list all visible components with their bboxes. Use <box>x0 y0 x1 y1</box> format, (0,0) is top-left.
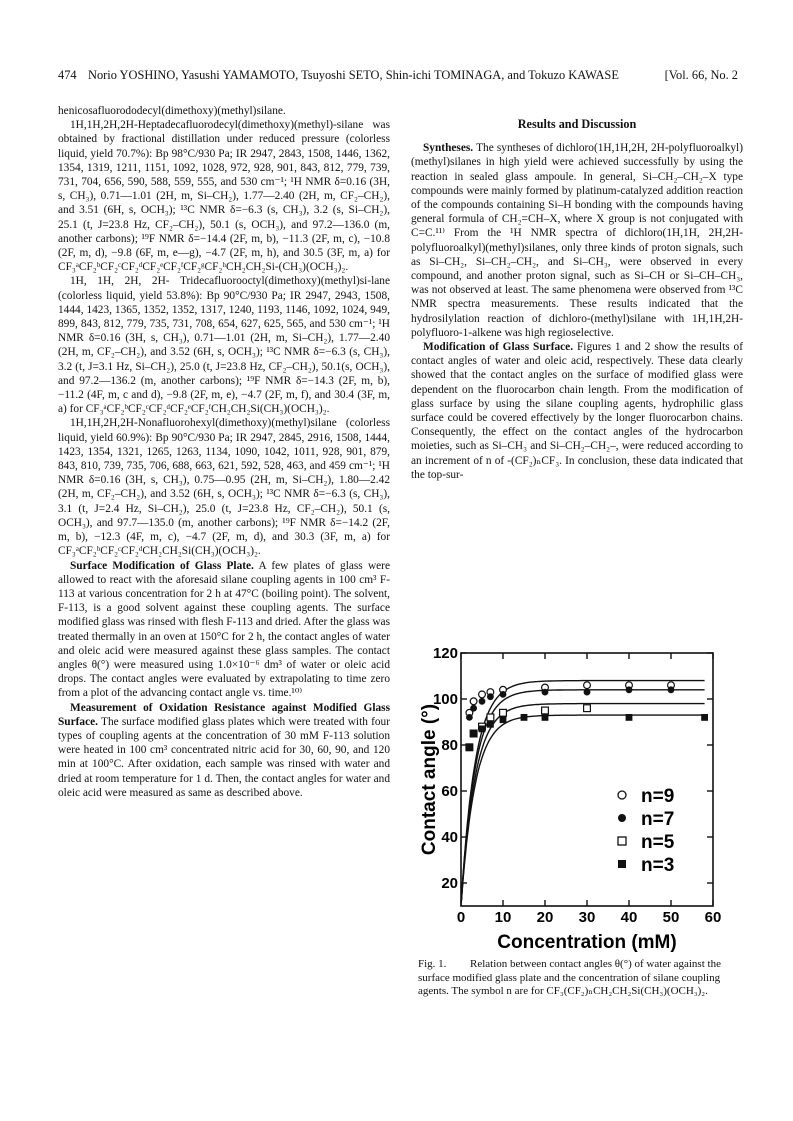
x-tick-label: 20 <box>536 909 554 926</box>
data-point-n3 <box>500 716 507 723</box>
y-tick-label: 20 <box>441 875 458 892</box>
figure-1 <box>411 647 743 957</box>
data-point-n7 <box>500 691 507 698</box>
data-point-n7 <box>542 689 549 696</box>
legend-label: n=7 <box>641 809 675 830</box>
x-tick-label: 0 <box>456 909 466 926</box>
paragraph <box>58 701 390 800</box>
data-point-n7 <box>466 714 473 721</box>
data-point-n7 <box>626 686 633 693</box>
paragraph <box>58 559 390 701</box>
data-point-n5 <box>487 714 494 721</box>
volume-info: [Vol. 66, No. 2 <box>664 68 738 82</box>
data-point-n3 <box>626 714 633 721</box>
legend-marker-n9 <box>618 791 626 799</box>
data-point-n3 <box>470 730 477 737</box>
data-point-n5 <box>500 709 507 716</box>
contact-angle-chart <box>411 647 743 957</box>
x-tick-label: 30 <box>578 909 596 926</box>
y-tick-label: 60 <box>441 783 458 800</box>
figure-caption <box>418 958 740 999</box>
data-point-n3 <box>701 714 708 721</box>
data-point-n9 <box>584 682 591 689</box>
data-point-n5 <box>584 705 591 712</box>
x-axis-label: Concentration (mM) <box>497 932 677 953</box>
paragraph-text: A few plates of glass were allowed to react with the aforesaid silane coupling agents in 100 cm³ F-113 at various concentration for 2 h at 47°C (boiling point). The solvent, F-113, is a good solvent against these coupling agents. The surface modified glass was rinsed with flesh F-113 and dried. After the glass was treated thermally in an oven at 150°C for 2 h, the contact angles of water and oleic acid were measured against these glass samples. The contact angles θ(°) were measured using 1.0×10⁻⁶ dm³ of water or oleic acid drops. The contact angles were evaluated by extrapolating to time zero from a plot of the advancing contact angle vs. time.¹⁰⁾ <box>58 559 390 700</box>
authors: Norio YOSHINO, Yasushi YAMAMOTO, Tsuyoshi SETO, Shin-ichi TOMINAGA, and Tokuzo KAWASE <box>88 68 619 82</box>
subsection-heading: Syntheses. <box>423 142 474 155</box>
x-tick-label: 60 <box>704 909 722 926</box>
legend-label: n=9 <box>641 786 675 807</box>
data-point-n9 <box>479 691 486 698</box>
legend-marker-n5 <box>618 837 626 845</box>
legend-marker-n7 <box>618 814 626 822</box>
data-point-n3 <box>542 714 549 721</box>
data-point-n7 <box>668 686 675 693</box>
data-point-n3 <box>466 744 473 751</box>
subsection-heading: Measurement of Oxidation Resistance against Modified Glass Surface. <box>58 701 390 728</box>
right-column <box>411 117 743 482</box>
paragraph: 1H, 1H, 2H, 2H- Tridecafluorooctyl(dimethoxy)(methyl)si-lane (colorless liquid, yield 53.8%): Bp 90°C/930 Pa; IR 2947, 2943, 1508, 1444, 1423, 1365, 1352, 1352, 1317, 1240, 1193, 1146, 1092, 1024, 949, 899, 843, 812, 779, 735, 731, 708, 654, 627, 625, 565, and 530 cm⁻¹; ¹H NMR δ=0.16 (3H, s, CH₃), 0.71—1.01 (2H, m, Si–CH₂), 1.77—2.40 (2H, m, CF₂–CH₂), and 3.52 (6H, s, OCH₃); ¹³C NMR δ=−6.3 (s, CH₃), 3.2 (t, J=3.1 Hz, Si–CH₂), 25.0 (t, J=23.8 Hz, CF₂–CH₂), 50.1(s, OCH₃), and 97.2—136.2 (m, another carbons); ¹⁹F NMR δ=−14.3 (2F, m, b), −11.2 (4F, m, c and d), −9.8 (2F, m, e), −4.7 (2F, m, f), and 30.4 (3F, m, a) for CF₃ᵃCF₂ᵇCF₂ᶜCF₂ᵈCF₂ᵉCF₂ᶠCH₂CH₂Si(CH₃)(OCH₃)₂. <box>58 275 390 416</box>
paragraph-text: Figures 1 and 2 show the results of contact angles of water and oleic acid, respectively. These data clearly showed that the contact angles on the surface of modified glass were dependent on the fluorocarbon chain length. From the modification of glass surface by using the silane coupling agents, hydrophilic glass surface could be covered effectively by the longer fluorocarbon chains. Consequently, the effect on the contact angles of the hydrocarbon moieties, such as Si–CH₃ and Si–CH₂–CH₂–, were reduced according to an increment of n of -(CF₂)ₙCF₃. In conclusion, these data indicated that the top-sur- <box>411 341 744 481</box>
caption-label: Fig. 1. <box>418 958 447 970</box>
paragraph <box>411 340 743 482</box>
legend-label: n=3 <box>641 855 675 876</box>
y-tick-label: 80 <box>441 737 458 754</box>
data-point-n9 <box>470 698 477 705</box>
paragraph <box>411 141 743 340</box>
x-tick-label: 50 <box>662 909 680 926</box>
data-point-n3 <box>487 721 494 728</box>
caption-text: Relation between contact angles θ(°) of water against the surface modified glass plate and the concentration of silane coupling agents. The symbol n are for CF₃(CF₂)ₙCH₂CH₂Si(CH₃)(OCH₃)₂. <box>418 958 721 998</box>
x-tick-label: 10 <box>494 909 512 926</box>
section-title: Results and Discussion <box>517 117 637 131</box>
paragraph-text: The syntheses of dichloro(1H,1H,2H, 2H-polyfluoroalkyl)(methyl)silanes in high yield were achieved successfully by using the reaction in sealed glass ampoule. In general, Si–CH₂–CH₂–X type compounds were mainly formed by platinum-catalyzed addition reaction of the compounds containing Si–H bonding with the compounds having general formula of CH₂=CH–X, where X group is not conjugated with C=C.¹¹⁾ From the ¹H NMR spectra of dichloro(1H,1H, 2H,2H-polyfluoroalkyl)(methyl)silanes, only three kinds of proton signals, such as Si–CH₂, Si–CH₂–CH₂, and Si–CH₃, were observed in every compound, and another proton signal, such as Si–CH or Si–CH–CH₃, was not observed at least. The same phenomena were observed from ¹³C NMR spectra measurements. These results indicated that the hydrosilylation reaction of dichloro-(methyl)silane with 1H,1H,2H-polyfluoro-1-alkene was high regioselective. <box>411 142 743 339</box>
y-tick-label: 120 <box>432 647 458 662</box>
subsection-heading: Surface Modification of Glass Plate. <box>70 559 254 572</box>
subsection-heading: Modification of Glass Surface. <box>423 341 574 354</box>
data-point-n7 <box>584 689 591 696</box>
data-point-n7 <box>479 698 486 705</box>
paragraph: henicosafluorododecyl(dimethoxy)(methyl)silane. <box>58 105 286 117</box>
data-point-n3 <box>521 714 528 721</box>
legend-label: n=5 <box>641 832 675 853</box>
paragraph-text: The surface modified glass plates which were treated with four types of coupling agents at the concentration of 30 mM F-113 solution were heated in 100 cm³ concentrated nitric acid for 30, 60, 90, and 120 min at 100°C. After oxidation, each sample was rinsed with water and dried at room temperature for 1 d. Then, the contact angles for water and oleic acid were measured as same as described above. <box>58 715 390 799</box>
legend-marker-n3 <box>618 860 626 868</box>
y-tick-label: 100 <box>432 691 458 708</box>
y-axis-label: Contact angle (°) <box>419 703 440 856</box>
x-tick-label: 40 <box>620 909 638 926</box>
y-tick-label: 40 <box>441 829 458 846</box>
left-column <box>58 104 390 800</box>
paragraph: 1H,1H,2H,2H-Nonafluorohexyl(dimethoxy)(methyl)silane (colorless liquid, yield 60.9%): Bp 90°C/930 Pa; IR 2947, 2845, 2916, 1508, 1444, 1423, 1354, 1321, 1265, 1263, 1134, 1090, 1042, 1011, 928, 901, 879, 843, 810, 739, 735, 706, 688, 663, 621, 592, 528, 463, and 459 cm⁻¹; ¹H NMR δ=0.16 (3H, s, CH₃), 0.75—0.95 (2H, m, Si–CH₂), 1.80—2.42 (2H, m, CF₂–CH₂), and 3.52 (6H, s, OCH₃); ¹³C NMR δ=−6.3 (s, CH₃), 3.1 (t, J=2.4 Hz, Si–CH₂), 25.0 (t, J=23.8 Hz, CF₂–CH₂), 50.1 (s, OCH₃), and 97.7—135.0 (m, another carbons); ¹⁹F NMR δ=−14.2 (2F, m, b), −12.3 (4F, m, c), −4.7 (2F, m, d), and 30.3 (3F, m, a) for CF₃ᵃCF₂ᵇCF₂ᶜCF₂ᵈCH₂CH₂Si(CH₃)(OCH₃)₂. <box>58 417 390 558</box>
paragraph: 1H,1H,2H,2H-Heptadecafluorodecyl(dimethoxy)(methyl)-silane was obtained by fractional distillation under reduced pressure (colorless liquid, yield 70.7%): Bp 98°C/930 Pa; IR 2947, 2843, 1508, 1446, 1362, 1354, 1319, 1211, 1151, 1092, 1028, 972, 928, 901, 843, 812, 779, 739, 731, 704, 656, 590, 588, 559, 555, and 530 cm⁻¹; ¹H NMR δ=0.16 (3H, s, CH₃), 0.71—1.01 (2H, m, Si–CH₂), 1.77—2.40 (2H, m, CF₂–CH₂), and 3.51 (6H, s, OCH₃); ¹³C NMR δ=−6.3 (s, CH₃), 3.2 (s, Si–CH₂), 25.1 (t, J=23.8 Hz, CF₂–CH₂), 50.1 (s, OCH₃), and 97.2—136.0 (m, another carbons); ¹⁹F NMR δ=−14.4 (2F, m, b), −11.3 (2F, m, c), −10.8 (2F, m, d), −9.8 (6F, m, e—g), −4.7 (2F, m, h), and 30.5 (3F, m, a) for CF₃ᵃCF₂ᵇCF₂ᶜCF₂ᵈCF₂ᵉCF₂ᶠCF₂ᵍCF₂ʰCH₂CH₂Si-(CH₃)(OCH₃)₂. <box>58 119 390 274</box>
page-number: 474 <box>58 68 77 82</box>
data-point-n7 <box>487 693 494 700</box>
data-point-n5 <box>542 707 549 714</box>
data-point-n3 <box>479 726 486 733</box>
data-point-n7 <box>470 705 477 712</box>
